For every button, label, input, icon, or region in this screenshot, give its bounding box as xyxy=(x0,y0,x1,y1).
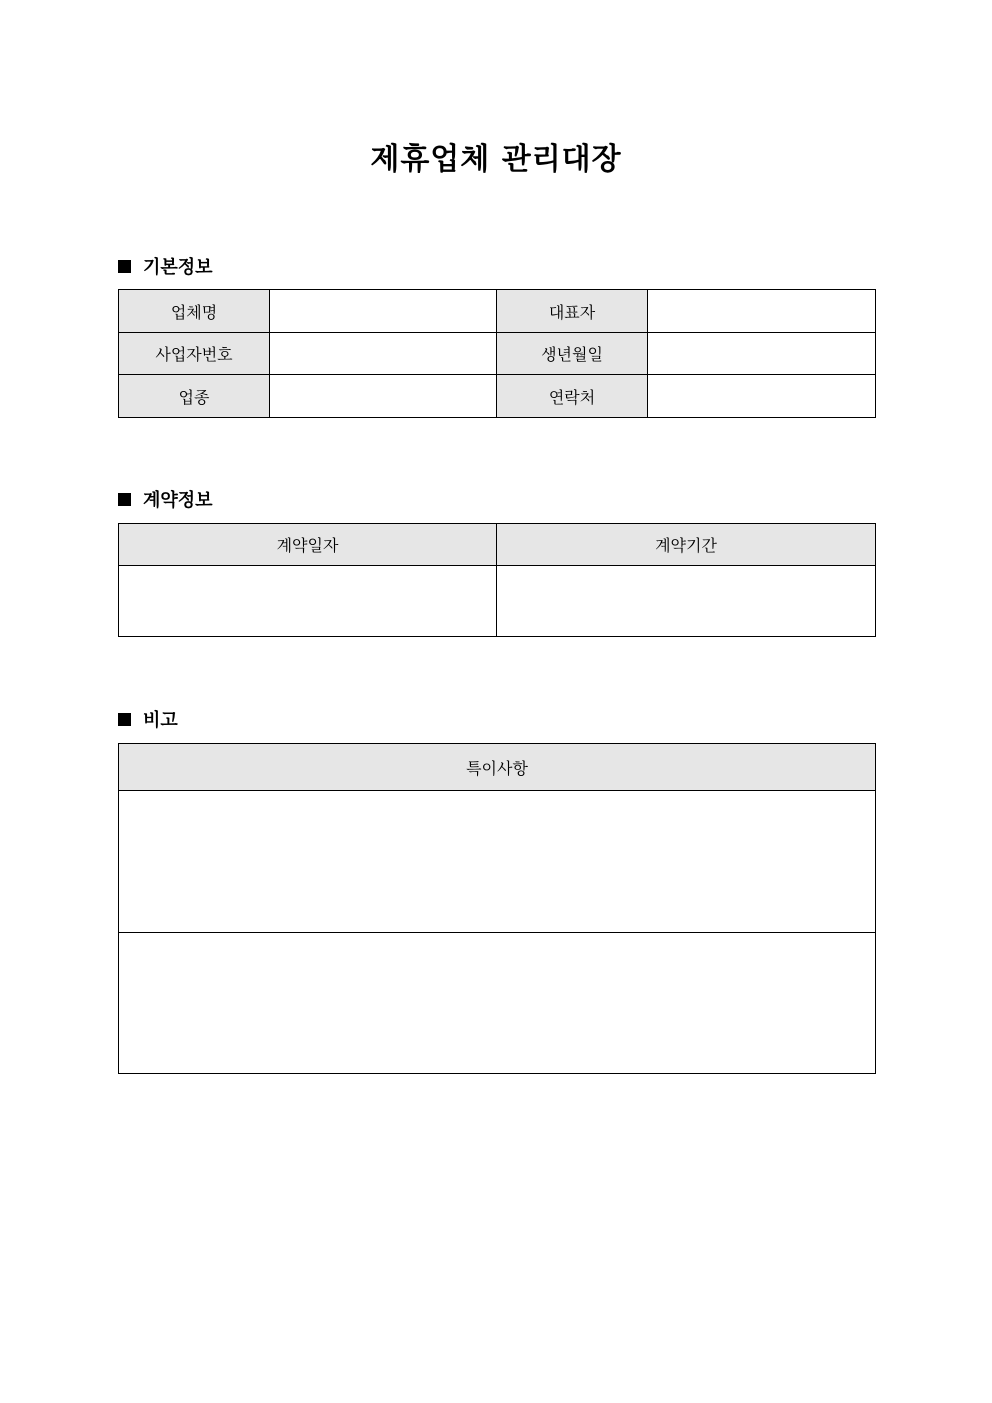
table-row xyxy=(119,933,876,1074)
special-notes-field-1[interactable] xyxy=(119,791,876,933)
remarks-heading xyxy=(118,706,178,732)
contract-info-heading xyxy=(118,486,213,512)
special-notes-field-2[interactable] xyxy=(119,933,876,1074)
basic-info-heading xyxy=(118,253,213,279)
company-name-label: 업체명 xyxy=(119,290,270,333)
contract-period-label: 계약기간 xyxy=(497,524,876,566)
contract-info-table xyxy=(118,523,876,637)
contract-date-label: 계약일자 xyxy=(119,524,497,566)
basic-info-heading-text: 기본정보 xyxy=(143,257,213,278)
table-row xyxy=(119,333,876,375)
basic-info-table xyxy=(118,289,876,418)
remarks-table xyxy=(118,743,876,1074)
page-title: 제휴업체 관리대장 xyxy=(370,142,622,177)
contract-info-heading-text: 계약정보 xyxy=(143,490,213,511)
remarks-heading-text: 비고 xyxy=(143,710,178,731)
business-number-label: 사업자번호 xyxy=(119,333,270,375)
contract-period-field[interactable] xyxy=(497,566,876,637)
black-square-icon xyxy=(118,260,131,273)
birth-date-label: 생년월일 xyxy=(497,333,648,375)
table-row xyxy=(119,791,876,933)
contact-field[interactable] xyxy=(648,375,876,418)
representative-label: 대표자 xyxy=(497,290,648,333)
industry-label: 업종 xyxy=(119,375,270,418)
table-row xyxy=(119,524,876,566)
table-row xyxy=(119,290,876,333)
business-number-field[interactable] xyxy=(270,333,497,375)
contract-date-field[interactable] xyxy=(119,566,497,637)
birth-date-field[interactable] xyxy=(648,333,876,375)
representative-field[interactable] xyxy=(648,290,876,333)
black-square-icon xyxy=(118,493,131,506)
table-row xyxy=(119,566,876,637)
black-square-icon xyxy=(118,713,131,726)
table-row xyxy=(119,744,876,791)
table-row xyxy=(119,375,876,418)
special-notes-label: 특이사항 xyxy=(119,744,876,791)
contact-label: 연락처 xyxy=(497,375,648,418)
industry-field[interactable] xyxy=(270,375,497,418)
company-name-field[interactable] xyxy=(270,290,497,333)
